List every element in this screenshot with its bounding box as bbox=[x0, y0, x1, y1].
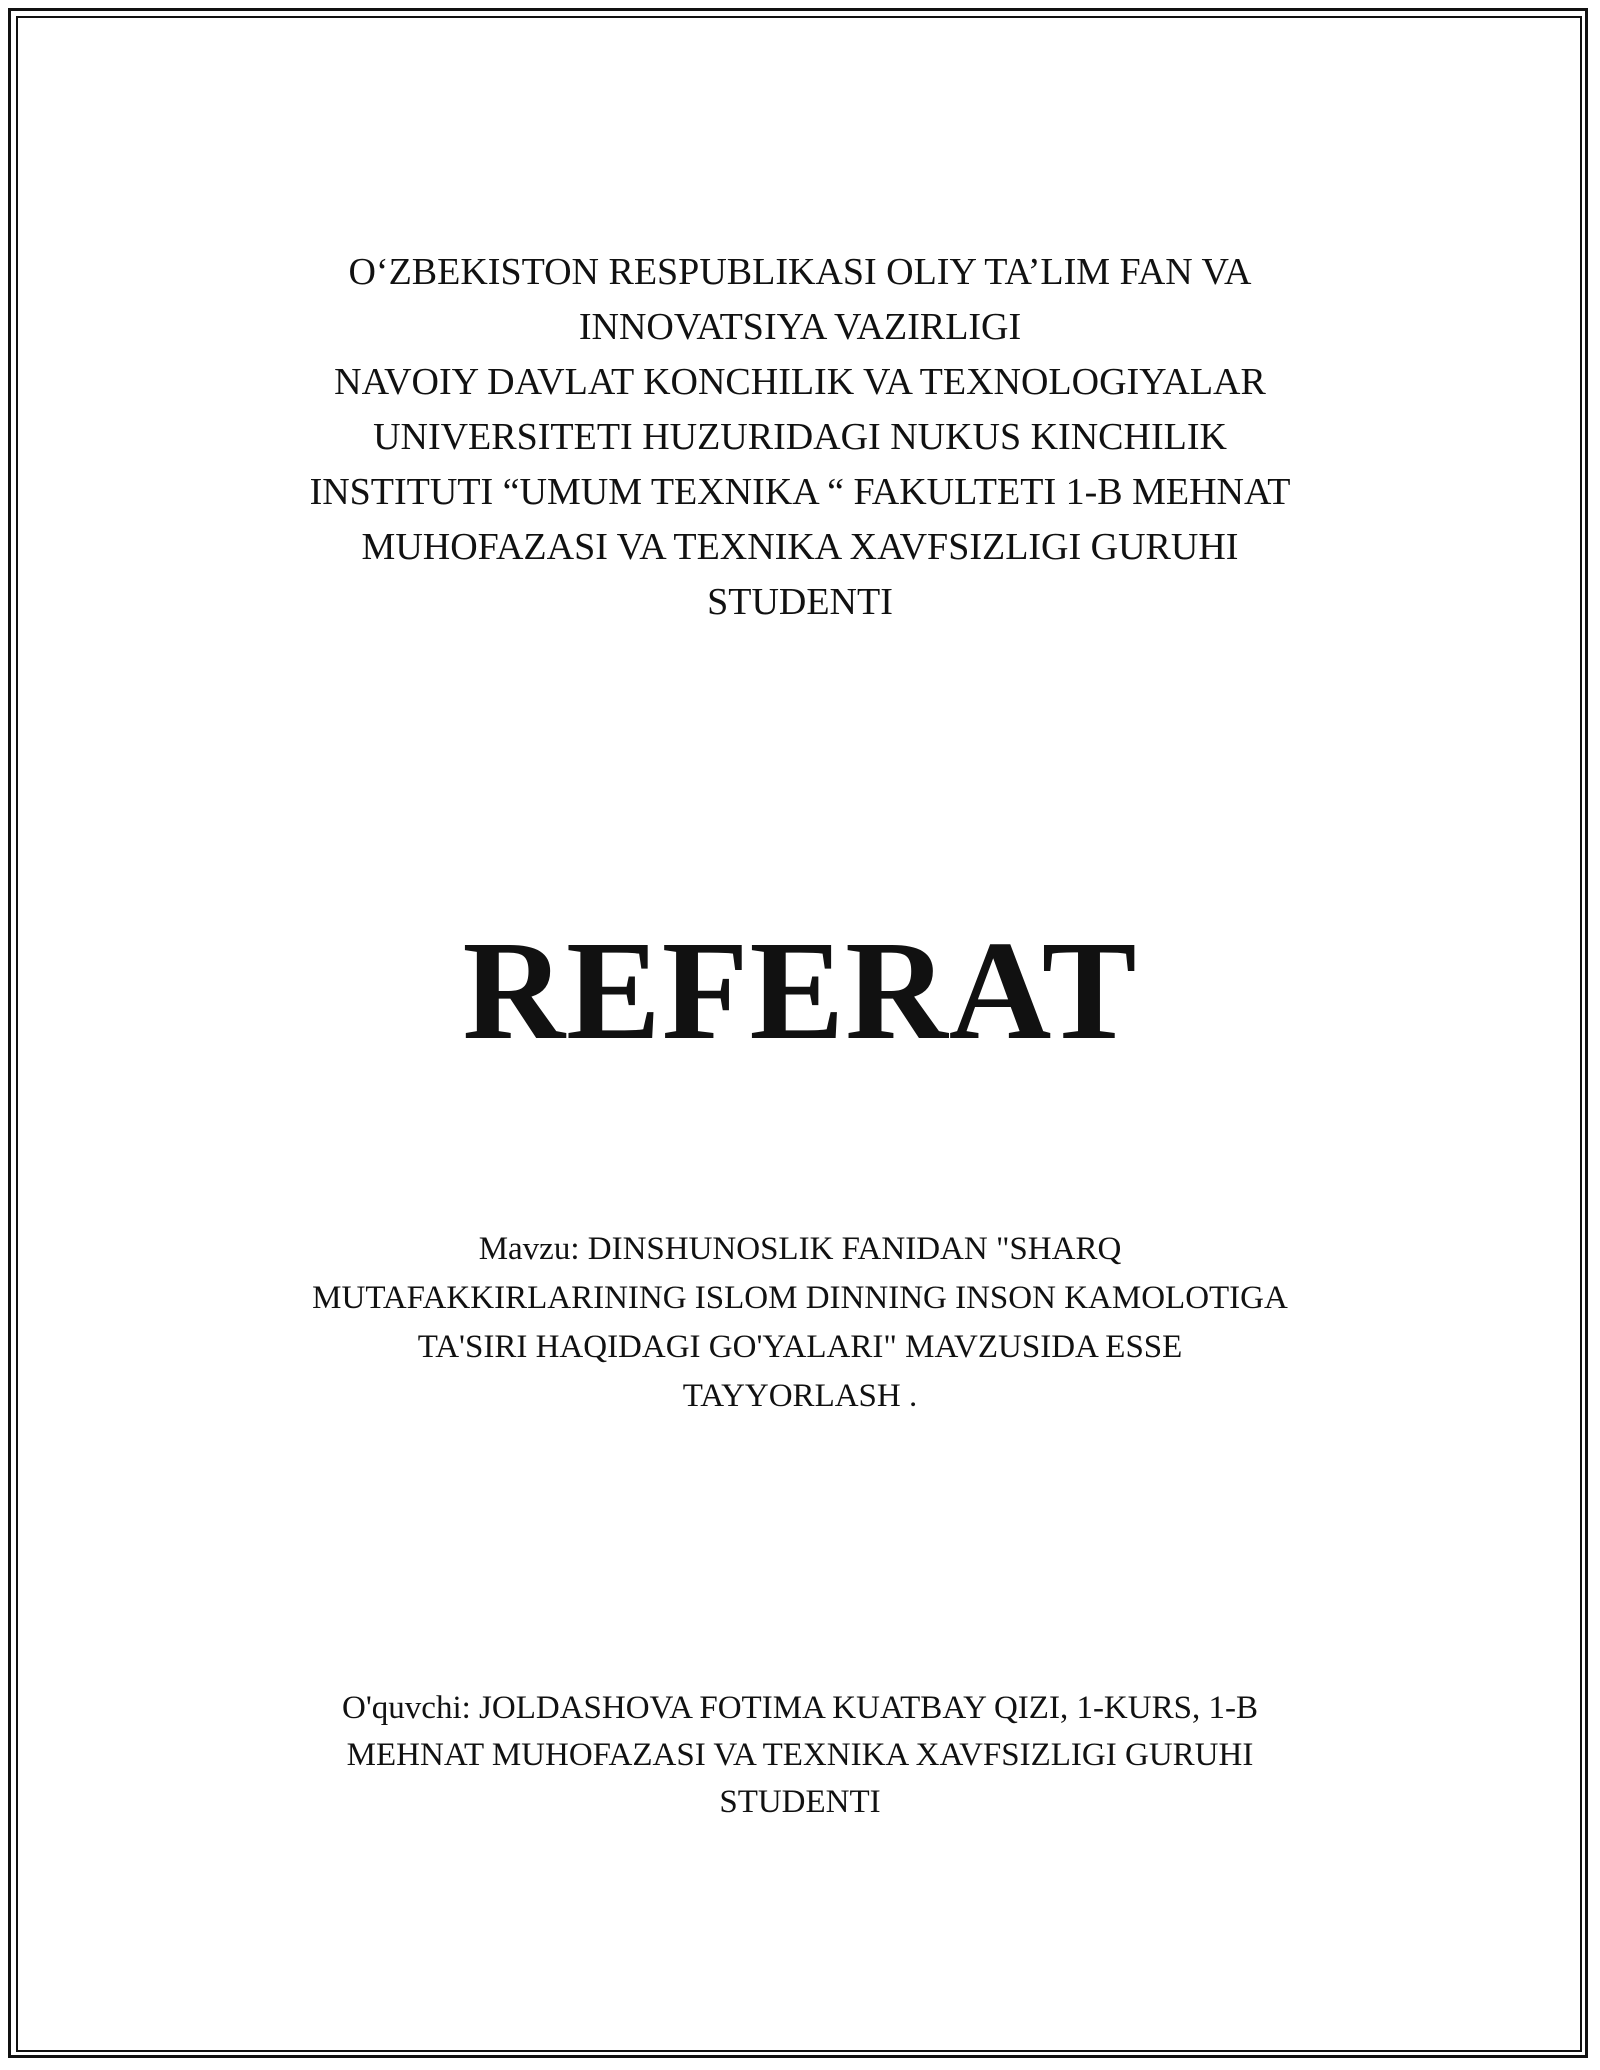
student-info-block bbox=[200, 1685, 1400, 1826]
document-title-block bbox=[200, 910, 1400, 1070]
student-line: O'quvchi: JOLDASHOVA FOTIMA KUATBAY QIZI, 1-KURS, 1-B bbox=[342, 1690, 1258, 1726]
student-line: MEHNAT MUHOFAZASI VA TEXNIKA XAVFSIZLIGI GURUHI bbox=[346, 1737, 1254, 1773]
topic-line: TAYYORLASH . bbox=[682, 1378, 918, 1414]
header-line: MUHOFAZASI VA TEXNIKA XAVFSIZLIGI GURUHI bbox=[361, 526, 1239, 568]
topic-line: MUTAFAKKIRLARINING ISLOM DINNING INSON KAMOLOTIGA bbox=[312, 1280, 1288, 1316]
document-title: REFERAT bbox=[462, 911, 1138, 1069]
header-line: INSTITUTI “UMUM TEXNIKA “ FAKULTETI 1-B MEHNAT bbox=[309, 471, 1291, 513]
institution-header bbox=[200, 245, 1400, 630]
header-line: UNIVERSITETI HUZURIDAGI NUKUS KINCHILIK bbox=[373, 416, 1227, 458]
header-line: STUDENTI bbox=[707, 581, 893, 623]
topic-line: Mavzu: DINSHUNOSLIK FANIDAN "SHARQ bbox=[478, 1231, 1122, 1267]
header-line: NAVOIY DAVLAT KONCHILIK VA TEXNOLOGIYALAR bbox=[334, 361, 1266, 403]
topic-block bbox=[200, 1225, 1400, 1421]
topic-line: TA'SIRI HAQIDAGI GO'YALARI" MAVZUSIDA ESSE bbox=[417, 1329, 1183, 1365]
student-line: STUDENTI bbox=[719, 1784, 881, 1820]
header-line: INNOVATSIYA VAZIRLIGI bbox=[578, 306, 1022, 348]
header-line: O‘ZBEKISTON RESPUBLIKASI OLIY TA’LIM FAN VA bbox=[348, 251, 1252, 293]
